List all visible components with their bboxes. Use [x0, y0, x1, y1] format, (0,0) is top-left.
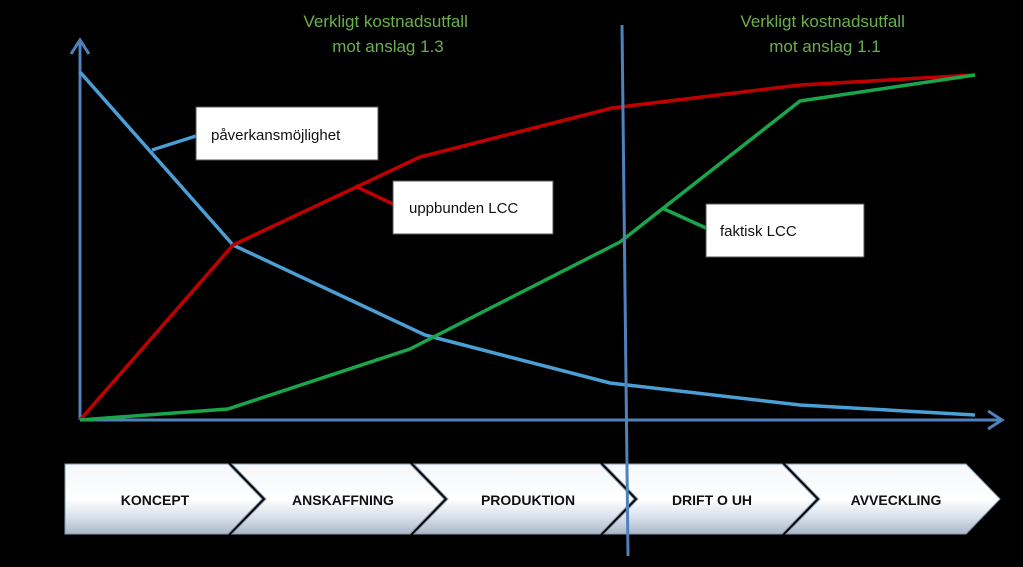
phase-label-avveckling: AVVECKLING: [850, 492, 942, 508]
callout-committed: [393, 181, 553, 234]
phase-label-drift: DRIFT O UH: [671, 492, 753, 508]
committed-leader: [355, 186, 395, 205]
annotation-right: [740, 12, 909, 56]
phase-label-anskaffning: ANSKAFFNING: [292, 492, 394, 508]
annotation-left: [303, 12, 472, 56]
annotation-right-line1: Verkligt kostnadsutfall: [740, 12, 905, 31]
annotation-left-line2: mot anslag 1.3: [332, 37, 444, 56]
callout-committed-label: uppbunden LCC: [409, 200, 519, 217]
actual-leader: [662, 208, 706, 228]
influence-leader: [152, 136, 196, 150]
phase-label-koncept: KONCEPT: [120, 492, 190, 508]
callout-influence-label: påverkansmöjlighet: [211, 127, 341, 144]
callout-influence: [196, 107, 378, 160]
annotation-left-line1: Verkligt kostnadsutfall: [303, 12, 468, 31]
callout-actual: [706, 204, 864, 257]
callout-actual-label: faktisk LCC: [720, 223, 797, 240]
phase-bar: [65, 464, 1000, 534]
annotation-right-line2: mot anslag 1.1: [769, 37, 881, 56]
phase-label-produktion: PRODUKTION: [480, 492, 576, 508]
